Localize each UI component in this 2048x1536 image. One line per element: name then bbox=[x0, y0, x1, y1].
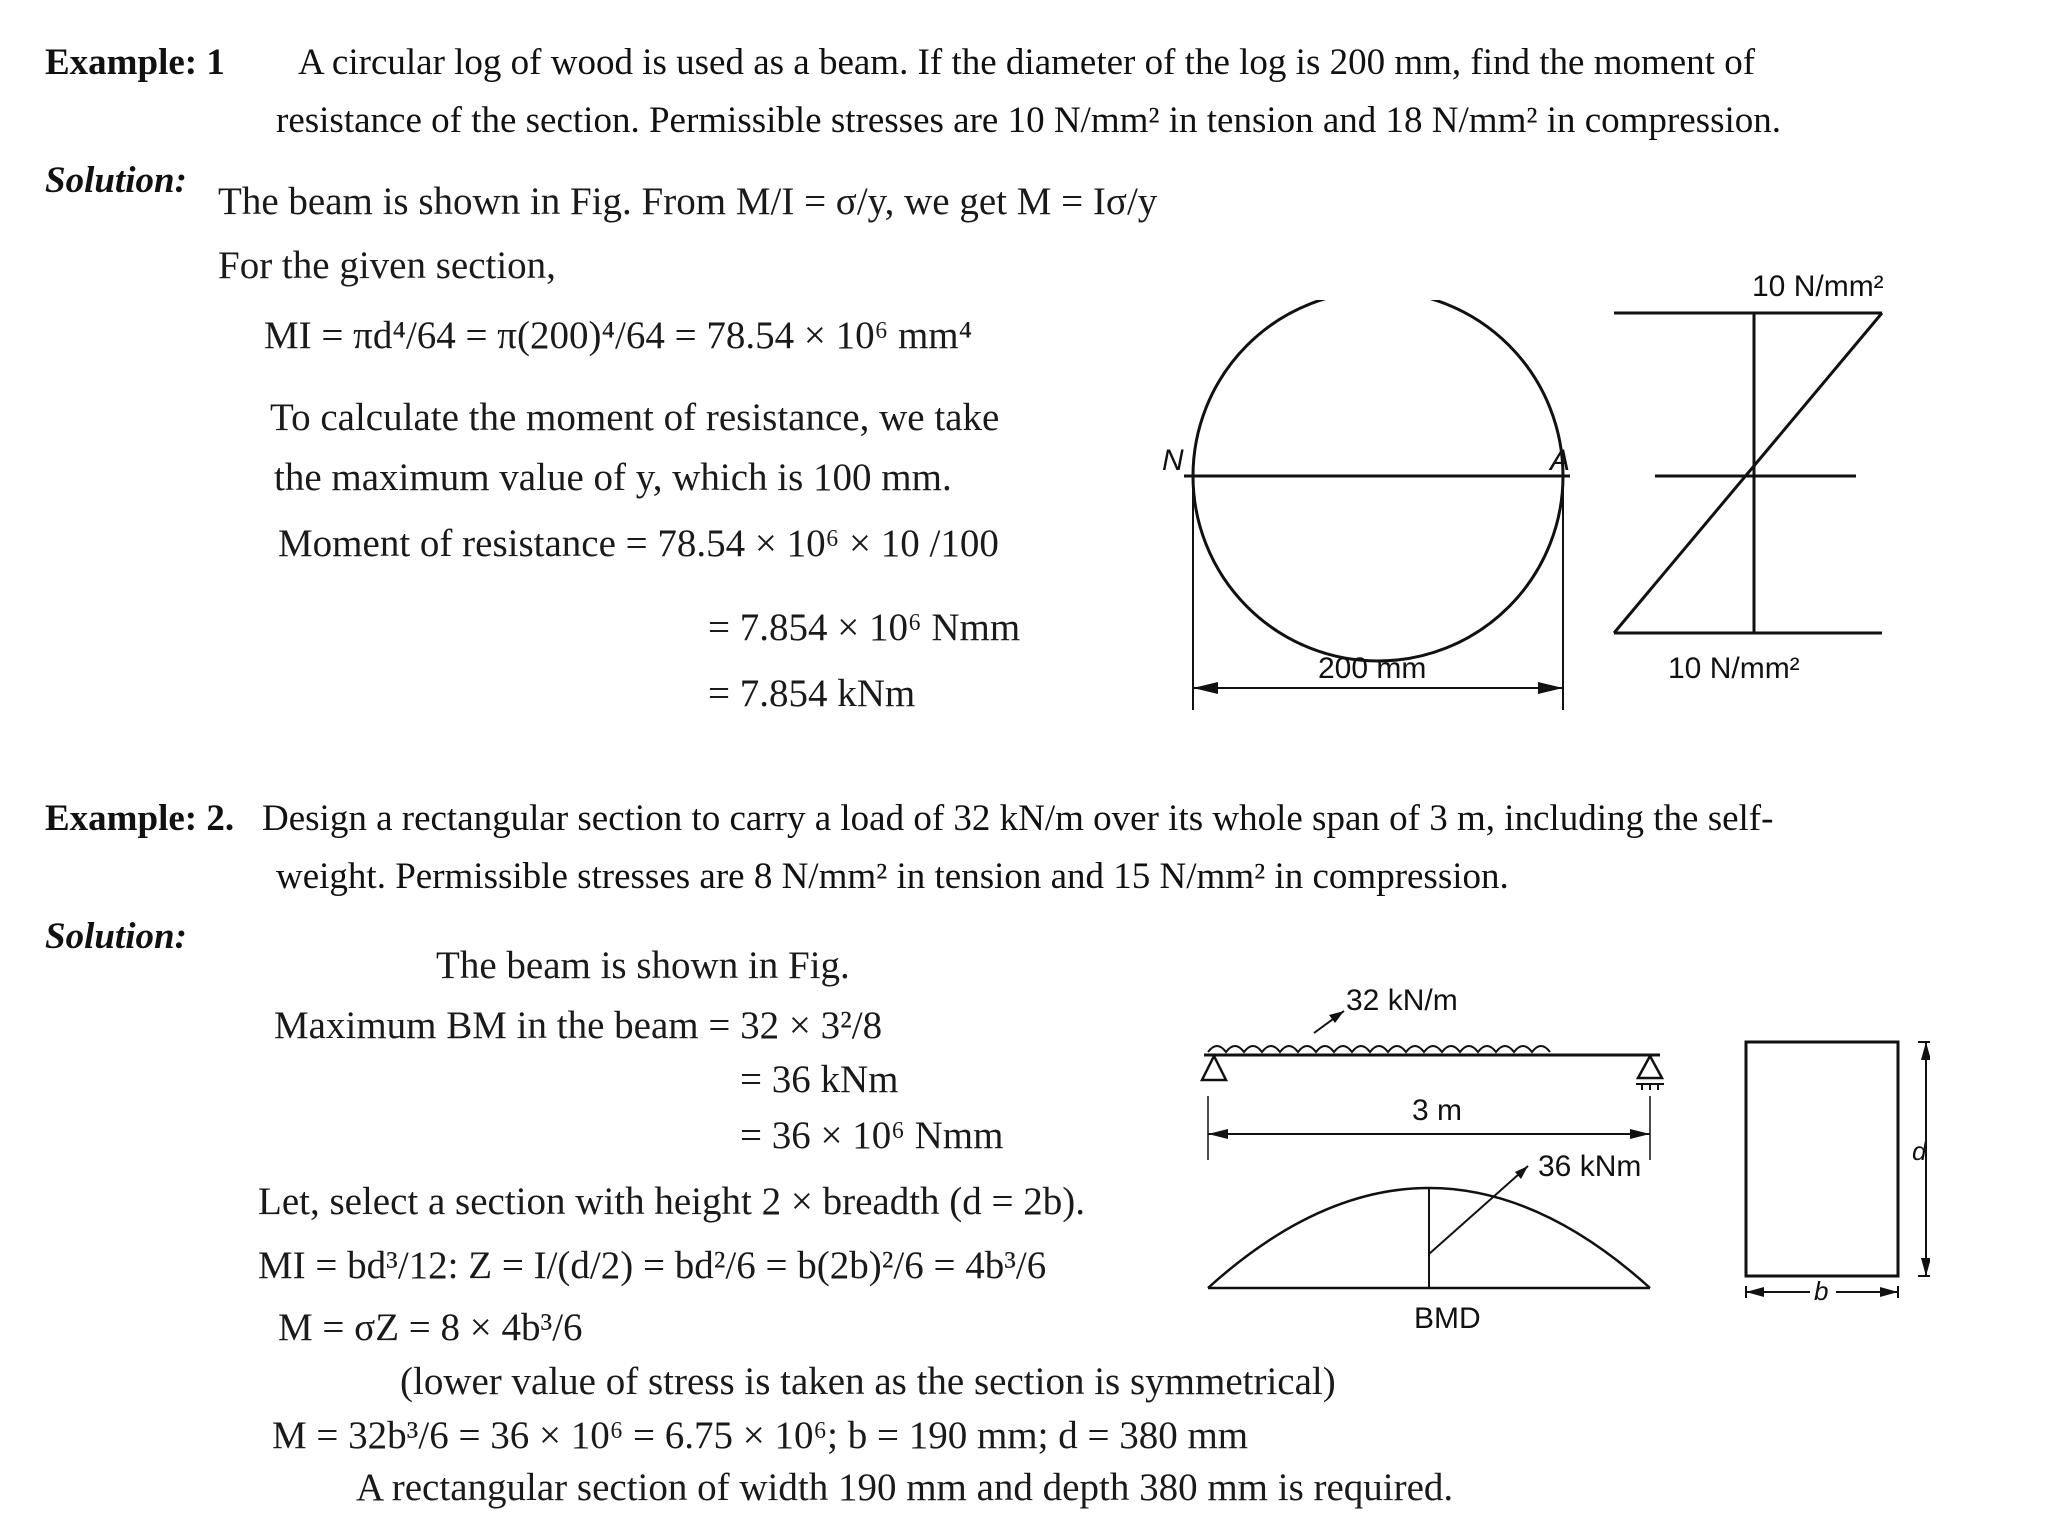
ex1-solution-line: = 7.854 × 10⁶ Nmm bbox=[708, 606, 1021, 649]
neutral-axis-label-a: A bbox=[1550, 444, 1571, 477]
ex2-solution-line: MI = bd³/12: Z = I/(d/2) = bd²/6 = b(2b)²/6 = 4b³/6 bbox=[258, 1244, 1047, 1287]
span-arrow-left-icon bbox=[1208, 1129, 1228, 1139]
example-2-solution-label: Solution: bbox=[45, 916, 187, 957]
neutral-axis-label-n: N bbox=[1162, 444, 1184, 477]
ex2-solution-line: The beam is shown in Fig. bbox=[436, 944, 850, 987]
log-cross-section-circle bbox=[1193, 300, 1563, 661]
left-pin-support-icon bbox=[1202, 1056, 1226, 1080]
span-label: 3 m bbox=[1412, 1094, 1463, 1127]
breadth-arrow-right-icon bbox=[1880, 1287, 1898, 1297]
ex1-solution-line: MI = πd⁴/64 = π(200)⁴/64 = 78.54 × 10⁶ mm⁴ bbox=[264, 314, 973, 357]
rectangular-section bbox=[1746, 1042, 1898, 1276]
stress-diagonal bbox=[1614, 313, 1882, 633]
udl-load-line bbox=[1208, 1046, 1550, 1052]
max-moment-label: 36 kNm bbox=[1538, 1150, 1642, 1183]
ex2-solution-line: = 36 × 10⁶ Nmm bbox=[740, 1114, 1004, 1157]
ex2-solution-line: A rectangular section of width 190 mm and depth 380 mm is required. bbox=[356, 1466, 1454, 1509]
ex1-solution-line: = 7.854 kNm bbox=[708, 672, 916, 715]
example-2-problem-line-1: Design a rectangular section to carry a load of 32 kN/m over its whole span of 3 m, including the self- bbox=[262, 798, 1774, 839]
span-arrow-right-icon bbox=[1630, 1129, 1650, 1139]
example-1-heading: Example: 1 bbox=[45, 42, 225, 83]
moment-label-leader bbox=[1429, 1166, 1528, 1254]
ex1-solution-line: the maximum value of y, which is 100 mm. bbox=[274, 456, 952, 499]
breadth-label: b bbox=[1814, 1276, 1829, 1306]
breadth-arrow-left-icon bbox=[1746, 1287, 1764, 1297]
ex2-solution-line: = 36 kNm bbox=[740, 1058, 899, 1101]
arrowhead-right-icon bbox=[1538, 682, 1563, 694]
ex2-solution-line: M = σZ = 8 × 4b³/6 bbox=[278, 1306, 583, 1349]
ex1-solution-line: The beam is shown in Fig. From M/I = σ/y, we get M = Iσ/y bbox=[218, 180, 1158, 223]
example-1-problem-line-1: A circular log of wood is used as a beam. If the diameter of the log is 200 mm, find the moment of bbox=[298, 42, 1756, 83]
arrowhead-left-icon bbox=[1193, 682, 1218, 694]
stress-bottom-label: 10 N/mm² bbox=[1668, 652, 1800, 685]
ex1-solution-line: For the given section, bbox=[218, 244, 556, 287]
example-2-heading: Example: 2. bbox=[45, 798, 235, 839]
ex1-solution-line: To calculate the moment of resistance, we take bbox=[270, 396, 1000, 439]
ex2-solution-line: (lower value of stress is taken as the section is symmetrical) bbox=[400, 1360, 1336, 1403]
example-1-problem-line-2: resistance of the section. Permissible stresses are 10 N/mm² in tension and 18 N/mm² in compression. bbox=[276, 100, 1782, 141]
ex2-solution-line: Maximum BM in the beam = 32 × 3²/8 bbox=[274, 1004, 883, 1047]
ex2-solution-line: M = 32b³/6 = 36 × 10⁶ = 6.75 × 10⁶; b = 190 mm; d = 380 mm bbox=[272, 1414, 1249, 1457]
stress-distribution-figure bbox=[1600, 300, 1900, 640]
udl-label: 32 kN/m bbox=[1346, 984, 1458, 1017]
depth-arrow-bottom-icon bbox=[1921, 1258, 1930, 1276]
rectangular-section-figure bbox=[1730, 1030, 1930, 1300]
right-roller-support-icon bbox=[1638, 1056, 1662, 1078]
ex1-solution-line: Moment of resistance = 78.54 × 10⁶ × 10 /100 bbox=[278, 522, 999, 565]
depth-label: d bbox=[1912, 1136, 1927, 1166]
diameter-label: 200 mm bbox=[1318, 652, 1427, 685]
depth-arrow-top-icon bbox=[1921, 1042, 1930, 1060]
bmd-label: BMD bbox=[1414, 1302, 1481, 1335]
stress-top-label: 10 N/mm² bbox=[1752, 270, 1884, 303]
example-1-solution-label: Solution: bbox=[45, 160, 187, 201]
ex2-solution-line: Let, select a section with height 2 × breadth (d = 2b). bbox=[258, 1180, 1085, 1223]
example-2-problem-line-2: weight. Permissible stresses are 8 N/mm² in tension and 15 N/mm² in compression. bbox=[276, 856, 1509, 897]
